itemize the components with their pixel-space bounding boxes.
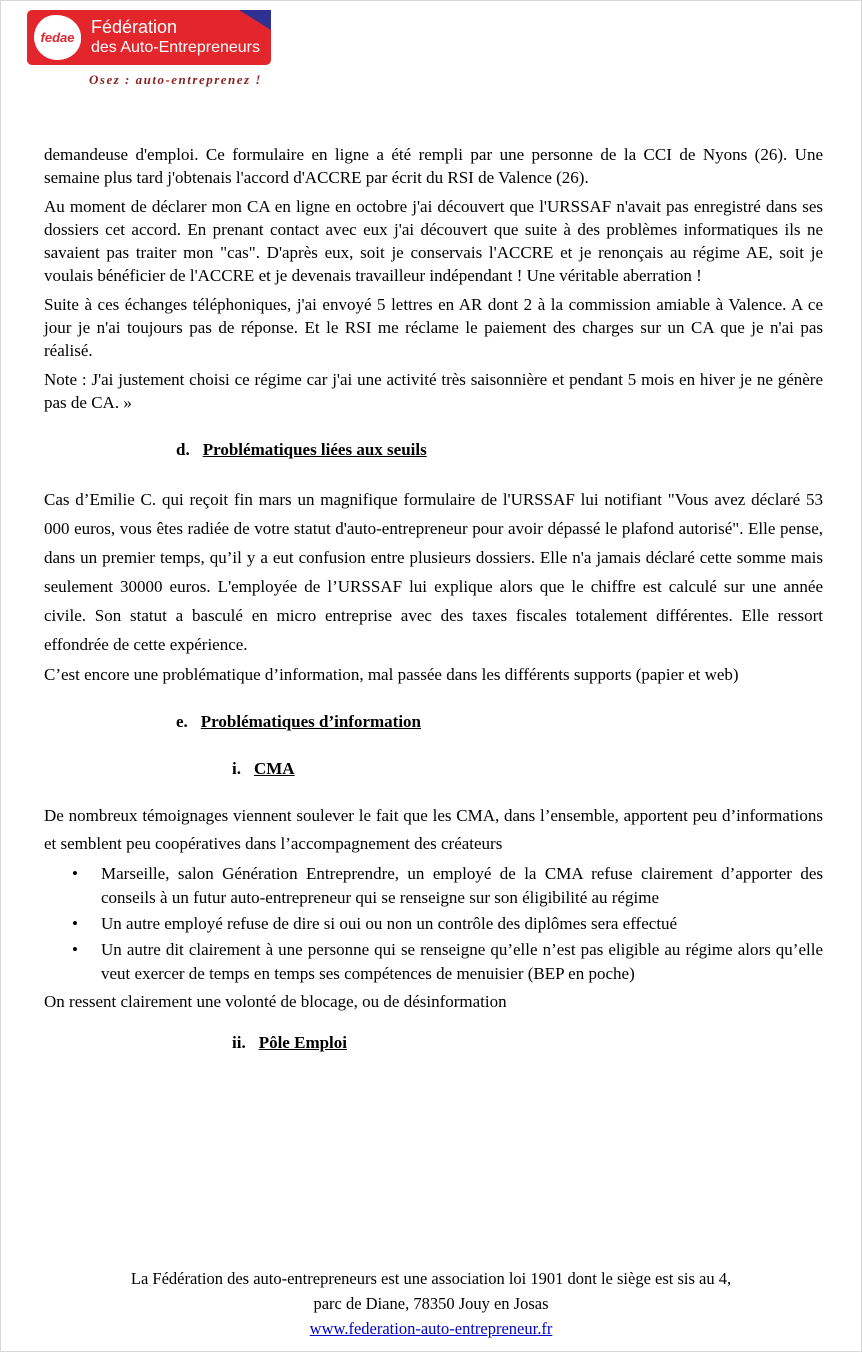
heading-marker: i. [232, 759, 241, 778]
paragraph: Au moment de déclarer mon CA en ligne en octobre j'ai découvert que l'URSSAF n'avait pas enregistré dans ses dossiers cet accord. En prenant contact avec eux j'ai découvert que suite à des problèmes informatiques ils ne savaient pas traiter mon "cas". D'après eux, soit je conservais l'ACCRE et je renonçais au régime AE, soit je voulais bénéficier de l'ACCRE et je devenais travailleur indépendant ! Une véritable aberration ! [44, 197, 823, 285]
section-heading [44, 1031, 823, 1054]
footer-line2: parc de Diane, 78350 Jouy en Josas [313, 1294, 549, 1313]
logo-name-line2: des Auto-Entrepreneurs [91, 38, 260, 56]
bullet-item: • Marseille, salon Génération Entreprendre, un employé de la CMA refuse clairement d’apporter des conseils à un futur auto-entrepreneur qui se renseigne sur son éligibilité au régime [44, 862, 823, 910]
section-heading [44, 438, 823, 461]
paragraph: On ressent clairement une volonté de blocage, ou de désinformation [44, 992, 507, 1011]
heading-text: Problématiques liées aux seuils [202, 440, 427, 459]
heading-marker: d. [176, 440, 190, 459]
logo-name-line1: Fédération [91, 17, 178, 38]
logo-tagline: Osez : auto-entreprenez ! [89, 72, 262, 87]
fedae-badge-label: fedae [40, 30, 75, 45]
document-body [44, 143, 823, 1076]
footer-link[interactable]: www.federation-auto-entrepreneur.fr [309, 1319, 553, 1338]
bullet-item: • Un autre dit clairement à une personne qui se renseigne qu’elle n’est pas eligible au régime alors qu’elle veut exercer de temps en temps ses compétences de menuisier (BEP en poche) [44, 938, 823, 986]
paragraph: demandeuse d'emploi. Ce formulaire en ligne a été rempli par une personne de la CCI de Nyons (26). Une semaine plus tard j'obtenais l'accord d'ACCRE par écrit du RSI de Valence (26). [44, 145, 823, 187]
paragraph: Note : J'ai justement choisi ce régime car j'ai une activité très saisonnière et pendant 5 mois en hiver je ne génère pas de CA. » [44, 370, 823, 412]
paragraph: De nombreux témoignages viennent soulever le fait que les CMA, dans l’ensemble, apportent peu d’informations et semblent peu coopératives dans l’accompagnement des créateurs [44, 806, 823, 853]
paragraph: Cas d’Emilie C. qui reçoit fin mars un magnifique formulaire de l'URSSAF lui notifiant "Vous avez déclaré 53 000 euros, vous êtes radiée de votre statut d'auto-entrepreneur pour avoir dépassé le plafond autorisé". Elle pense, dans un premier temps, qu’il y a eut confusion entre plusieurs dossiers. Elle n'a jamais déclaré cette somme mais seulement 30000 euros. L'employée de l’URSSAF lui explique alors que le chiffre est calculé sur une année civile. Son statut a basculé en micro entreprise avec des taxes fiscales totalement différentes. Elle ressort effondrée de cette expérience. [44, 490, 823, 654]
logo [27, 10, 271, 88]
footer-line1: La Fédération des auto-entrepreneurs est une association loi 1901 dont le siège est sis au 4, [130, 1269, 732, 1288]
section-heading [44, 757, 823, 780]
logo-name [91, 17, 260, 57]
heading-text: CMA [253, 759, 295, 778]
bullet-item: • Un autre employé refuse de dire si oui ou non un contrôle des diplômes sera effectué [44, 912, 823, 936]
bullet-list [44, 862, 823, 986]
heading-marker: e. [176, 712, 188, 731]
heading-text: Problématiques d’information [200, 712, 422, 731]
fedae-badge-icon [34, 15, 81, 60]
heading-text: Pôle Emploi [258, 1033, 348, 1052]
logo-banner [27, 10, 271, 65]
page-footer [1, 1266, 861, 1341]
paragraph: Suite à ces échanges téléphoniques, j'ai envoyé 5 lettres en AR dont 2 à la commission amiable à Valence. A ce jour je n'ai toujours pas de réponse. Et le RSI me réclame le paiement des charges sur un CA que je n'ai pas réalisé. [44, 295, 823, 360]
section-heading [44, 710, 823, 733]
paragraph: C’est encore une problématique d’information, mal passée dans les différents supports (papier et web) [44, 665, 739, 684]
heading-marker: ii. [232, 1033, 246, 1052]
